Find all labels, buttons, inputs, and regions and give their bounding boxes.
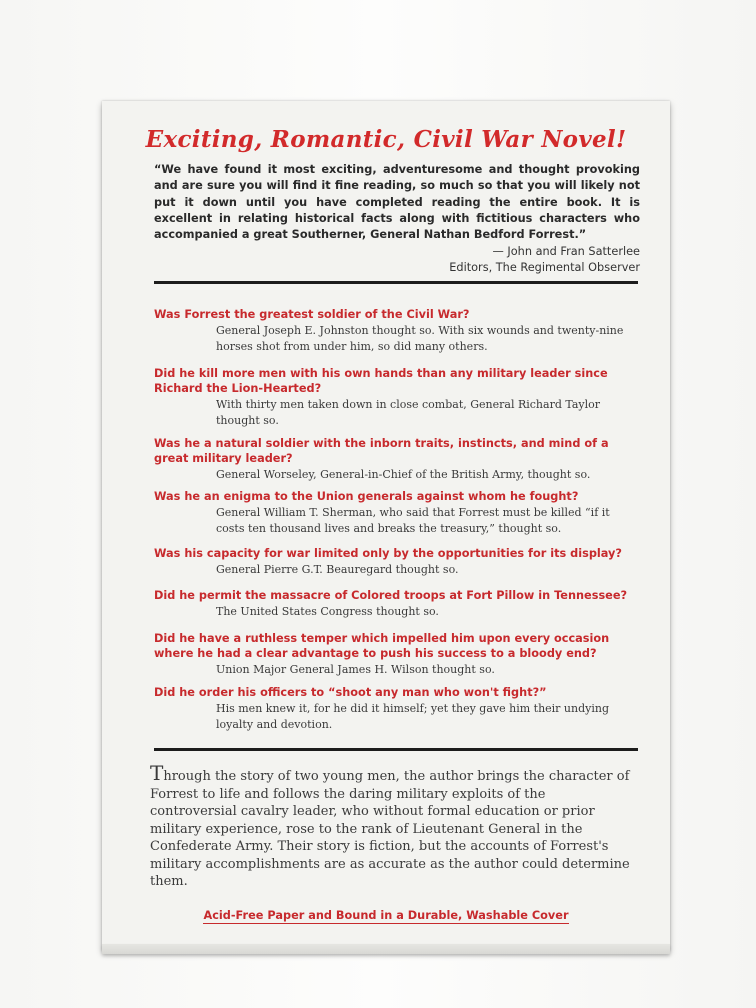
answer-text: With thirty men taken down in close combat, General Richard Taylor thought so. (216, 398, 601, 427)
question-text: Was he an enigma to the Union generals against whom he fought? (154, 490, 579, 503)
question-block-3 (154, 436, 640, 483)
drop-letter: T (150, 761, 164, 785)
question-block-8 (154, 685, 640, 732)
question-block-4 (154, 489, 640, 536)
question-block-7 (154, 631, 640, 678)
question-text: Did he order his officers to “shoot any man who won't fight?” (154, 686, 547, 699)
attribution-name: — John and Fran Satterlee (492, 245, 640, 258)
question-block-6 (154, 588, 640, 620)
divider-bottom (154, 748, 638, 751)
question-block-1 (154, 307, 640, 354)
attribution-title: Editors, The Regimental Observer (449, 261, 640, 274)
answer-text: Union Major General James H. Wilson thought so. (216, 663, 495, 676)
story-blurb (150, 761, 630, 891)
answer-text: General Joseph E. Johnston thought so. With six wounds and twenty-nine horses shot from under him, so did many others. (216, 324, 624, 353)
footer-note (102, 906, 670, 924)
answer-text: General William T. Sherman, who said that Forrest must be killed “if it costs ten thousand lives and breaks the treasury,” thought so. (216, 506, 610, 535)
answer-text: General Pierre G.T. Beauregard thought so. (216, 563, 459, 576)
question-block-5 (154, 546, 640, 578)
question-text: Did he have a ruthless temper which impelled him upon every occasion where he had a clear advantage to push his success to a bloody end? (154, 632, 610, 660)
cover-headline: Exciting, Romantic, Civil War Novel! (145, 126, 627, 153)
divider-top (154, 281, 638, 284)
question-text: Did he kill more men with his own hands than any military leader since Richard the Lion-Hearted? (154, 367, 608, 395)
footer-text: Acid-Free Paper and Bound in a Durable, Washable Cover (203, 909, 569, 922)
answer-text: The United States Congress thought so. (216, 605, 439, 618)
question-text: Was his capacity for war limited only by the opportunities for its display? (154, 547, 622, 560)
question-text: Was Forrest the greatest soldier of the Civil War? (154, 308, 470, 321)
story-text: hrough the story of two young men, the author brings the character of Forrest to life and follows the daring military exploits of the controversial cavalry leader, who without formal education or prior military experience, rose to the rank of Lieutenant General in the Confederate Army. Their story is fiction, but the accounts of Forrest's military accomplishments are as accurate as the author could determine them. (150, 769, 630, 889)
answer-text: General Worseley, General-in-Chief of the British Army, thought so. (216, 468, 591, 481)
answer-text: His men knew it, for he did it himself; yet they gave him their undying loyalty and devotion. (216, 702, 610, 731)
question-block-2 (154, 366, 640, 428)
question-text: Was he a natural soldier with the inborn traits, instincts, and mind of a great military leader? (154, 437, 609, 465)
question-text: Did he permit the massacre of Colored troops at Fort Pillow in Tennessee? (154, 589, 628, 602)
book-bottom-edge (102, 944, 670, 954)
endorsement-quote: “We have found it most exciting, adventuresome and thought provoking and are sure you will find it fine reading, so much so that you will likely not put it down until you have completed reading the entire book. It is excellent in relating historical facts along with fictitious characters who accompanied a great Southerner, General Nathan Bedford Forrest.” (154, 163, 640, 242)
